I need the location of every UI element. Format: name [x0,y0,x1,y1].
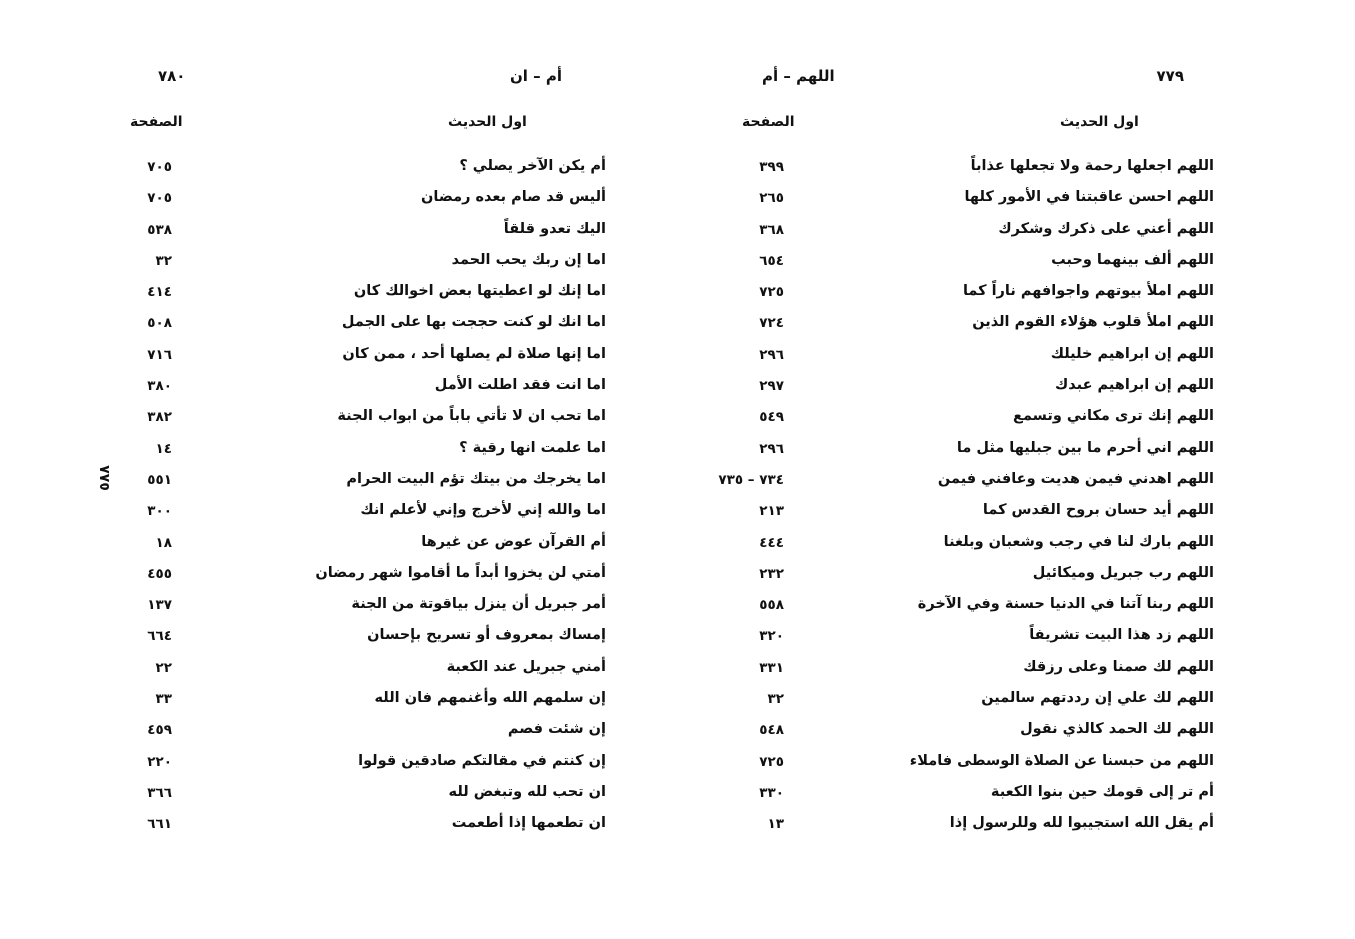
index-entry-row [718,467,1230,498]
index-entry-row [730,248,1230,279]
page-reference: ٢٣٢ [759,565,784,582]
index-entry-row [730,498,1230,529]
index-entry-row [730,780,1230,811]
page-reference: ٧٣٤ – ٧٣٥ [718,471,784,488]
hadith-opening-text: اليك تعدو قلقاً [503,220,606,237]
left-column-header-page: الصفحة [130,114,183,130]
hadith-opening-text: اما انك لو كنت حججت بها على الجمل [341,314,606,331]
page-reference: ٥٥١ [147,471,172,488]
hadith-opening-text: اللهم بارك لنا في رجب وشعبان وبلغنا [943,533,1214,550]
hadith-opening-text: اما انت فقد اطلت الأمل [434,377,606,394]
index-entry-row [730,310,1230,341]
index-entry-row [110,780,640,811]
hadith-opening-text: اللهم اهدني فيمن هديت وعافني فيمن [937,470,1214,487]
index-entry-row [110,404,640,435]
index-entry-row [110,686,640,717]
hadith-opening-text: اما علمت انها رقية ؟ [459,439,606,456]
hadith-opening-text: اما إنك لو اعطيتها بعض اخوالك كان [353,283,606,300]
index-entry-row [110,530,640,561]
index-entry-row [730,342,1230,373]
hadith-opening-text: أمر جبريل أن ينزل بياقوتة من الجنة [351,596,606,613]
hadith-opening-text: أم يقل الله استجيبوا لله وللرسول إذا [949,815,1214,832]
hadith-opening-text: اللهم احسن عاقبتنا في الأمور كلها [964,189,1214,206]
hadith-opening-text: ان تحب لله وتبغض لله [448,783,606,800]
left-running-head: أم – ان [510,67,563,85]
hadith-opening-text: اللهم إن ابراهيم عبدك [1054,377,1214,394]
hadith-opening-text: اللهم املأ بيوتهم واجوافهم ناراً كما [962,283,1214,300]
hadith-opening-text: ان تطعمها إذا أطعمت [451,815,606,832]
page-reference: ٦٥٤ [759,252,784,269]
hadith-opening-text: اللهم لك صمنا وعلى رزقك [1023,658,1214,675]
index-entry-row [110,248,640,279]
index-entry-row [110,436,640,467]
page-reference: ٢١٣ [759,503,784,520]
page-reference: ٣٢ [155,252,172,269]
hadith-opening-text: أم تر إلى قومك حين بنوا الكعبة [990,783,1214,800]
index-entry-row [110,373,640,404]
index-entry-row [730,404,1230,435]
index-entry-row [730,279,1230,310]
page-reference: ٥٤٩ [759,409,784,426]
hadith-opening-text: إن شئت فصم [507,721,606,738]
hadith-opening-text: أليس قد صام بعده رمضان [421,189,606,206]
index-entry-row [730,530,1230,561]
hadith-opening-text: إن سلمهم الله وأغنمهم فان الله [374,690,606,707]
page-reference: ٧٢٤ [759,315,784,332]
page-reference: ٢٢ [155,659,172,676]
hadith-opening-text: اللهم لك الحمد كالذي نقول [1020,721,1214,738]
page-reference: ١٣ [767,816,784,833]
hadith-opening-text: اللهم ربنا آتنا في الدنيا حسنة وفي الآخرة [917,596,1214,613]
hadith-opening-text: اللهم رب جبريل وميكائيل [1032,564,1214,581]
index-entry-row [110,592,640,623]
index-entry-row [110,623,640,654]
page-reference: ٣٣٠ [759,784,784,801]
page-reference: ١٤ [155,440,172,457]
index-entry-row [730,811,1230,842]
hadith-opening-text: إمساك بمعروف أو تسريح بإحسان [367,627,606,644]
index-entry-row [110,217,640,248]
page-reference: ٣٦٨ [759,221,784,238]
hadith-opening-text: اللهم أعني على ذكرك وشكرك [998,220,1214,237]
page-reference: ٦٦٤ [147,628,172,645]
index-entry-row [730,217,1230,248]
index-entry-row [730,717,1230,748]
hadith-opening-text: اللهم املأ قلوب هؤلاء القوم الذين [972,314,1214,331]
page-reference: ٥٥٨ [759,597,784,614]
right-column-header-hadith: اول الحديث [1060,114,1139,130]
index-entry-row [730,373,1230,404]
page-reference: ٣٣ [155,691,172,708]
hadith-opening-text: اما يخرجك من بيتك تؤم البيت الحرام [346,470,606,487]
page-reference: ٣٩٩ [759,159,784,175]
hadith-opening-text: أمني جبريل عند الكعبة [446,658,606,675]
page-reference: ٥٤٨ [759,722,784,739]
page-reference: ٦٦١ [147,816,172,833]
page-reference: ٥٣٨ [147,221,172,238]
index-entry-row [110,154,640,185]
hadith-opening-text: اللهم إن ابراهيم خليلك [1050,345,1214,362]
index-entry-row [110,561,640,592]
hadith-opening-text: اما والله إني لأخرج وإني لأعلم انك [360,502,606,519]
page-reference: ٣٠٠ [147,503,172,520]
page-reference: ٢٦٥ [759,190,784,207]
index-entry-row [110,279,640,310]
index-entry-row [110,749,640,780]
index-entry-row [110,498,640,529]
left-page [110,0,640,939]
hadith-opening-text: اللهم أيد حسان بروح القدس كما [982,502,1214,519]
hadith-opening-text: إن كنتم في مقالتكم صادقين قولوا [358,752,606,769]
hadith-opening-text: اللهم اني أحرم ما بين جبليها مثل ما [956,439,1214,456]
right-page [718,0,1230,939]
page-reference: ٢٢٠ [147,753,172,770]
right-column-header-page: الصفحة [742,114,795,130]
hadith-opening-text: اما إنها صلاة لم يصلها أحد ، ممن كان [342,345,606,362]
index-entry-row [110,655,640,686]
page-reference: ٣٨٠ [147,378,172,395]
index-entry-row [730,185,1230,216]
page-reference: ٥٠٨ [147,315,172,332]
page-reference: ٢٩٦ [759,440,784,457]
page-reference: ١٣٧ [147,597,172,614]
hadith-opening-text: أم القرآن عوض عن غيرها [421,533,606,550]
page-reference: ٤١٤ [147,284,172,301]
page-reference: ٧٢٥ [759,284,784,301]
hadith-opening-text: اللهم اجعلها رحمة ولا تجعلها عذاباً [970,158,1214,174]
page-reference: ٣٣١ [759,659,784,676]
index-entry-row [730,436,1230,467]
index-entry-row [730,623,1230,654]
index-entry-row [110,467,640,498]
page-reference: ٧٠٥ [147,159,172,175]
page-reference: ١٨ [155,534,172,551]
page-reference: ٤٤٤ [759,534,784,551]
page-reference: ٢٩٦ [759,346,784,363]
hadith-opening-text: أمتي لن يخزوا أبداً ما أقاموا شهر رمضان [315,564,606,581]
hadith-opening-text: اللهم لك علي إن رددتهم سالمين [981,690,1214,707]
hadith-opening-text: اللهم ألف بينهما وحبب [1051,251,1214,268]
page-reference: ٧٢٥ [759,753,784,770]
index-entry-row [730,592,1230,623]
index-entry-row [110,310,640,341]
page-reference: ٣٢ [767,691,784,708]
right-index-list [718,154,1230,843]
hadith-opening-text: اما إن ربك يحب الحمد [451,251,606,268]
index-entry-row [730,154,1230,185]
right-running-head: اللهم – أم [762,67,835,85]
index-entry-row [730,749,1230,780]
page-reference: ٣٨٢ [147,409,172,426]
left-index-list [110,154,640,843]
hadith-opening-text: اللهم زد هذا البيت تشريفاً [1029,627,1214,644]
page-reference: ٧١٦ [147,346,172,363]
index-entry-row [110,185,640,216]
right-page-number: ٧٧٩ [1156,67,1184,85]
hadith-opening-text: اما تحب ان لا تأتي باباً من ابواب الجنة [337,408,606,425]
page-reference: ٤٥٩ [147,722,172,739]
gutter-page-number: ٥٨٨ [96,465,113,491]
hadith-opening-text: اللهم من حبسنا عن الصلاة الوسطى فاملاء [909,752,1214,769]
index-entry-row [110,811,640,842]
page-reference: ٣٦٦ [147,784,172,801]
index-entry-row [730,655,1230,686]
index-entry-row [110,717,640,748]
index-entry-row [730,686,1230,717]
index-entry-row [110,342,640,373]
index-entry-row [730,561,1230,592]
page-reference: ٢٩٧ [759,378,784,395]
hadith-opening-text: اللهم إنك ترى مكاني وتسمع [1013,408,1214,425]
page-reference: ٣٢٠ [759,628,784,645]
left-column-header-hadith: اول الحديث [448,114,527,130]
page-reference: ٤٥٥ [147,565,172,582]
hadith-opening-text: أم يكن الآخر يصلي ؟ [459,158,606,174]
page-reference: ٧٠٥ [147,190,172,207]
left-page-number: ٧٨٠ [158,67,186,85]
